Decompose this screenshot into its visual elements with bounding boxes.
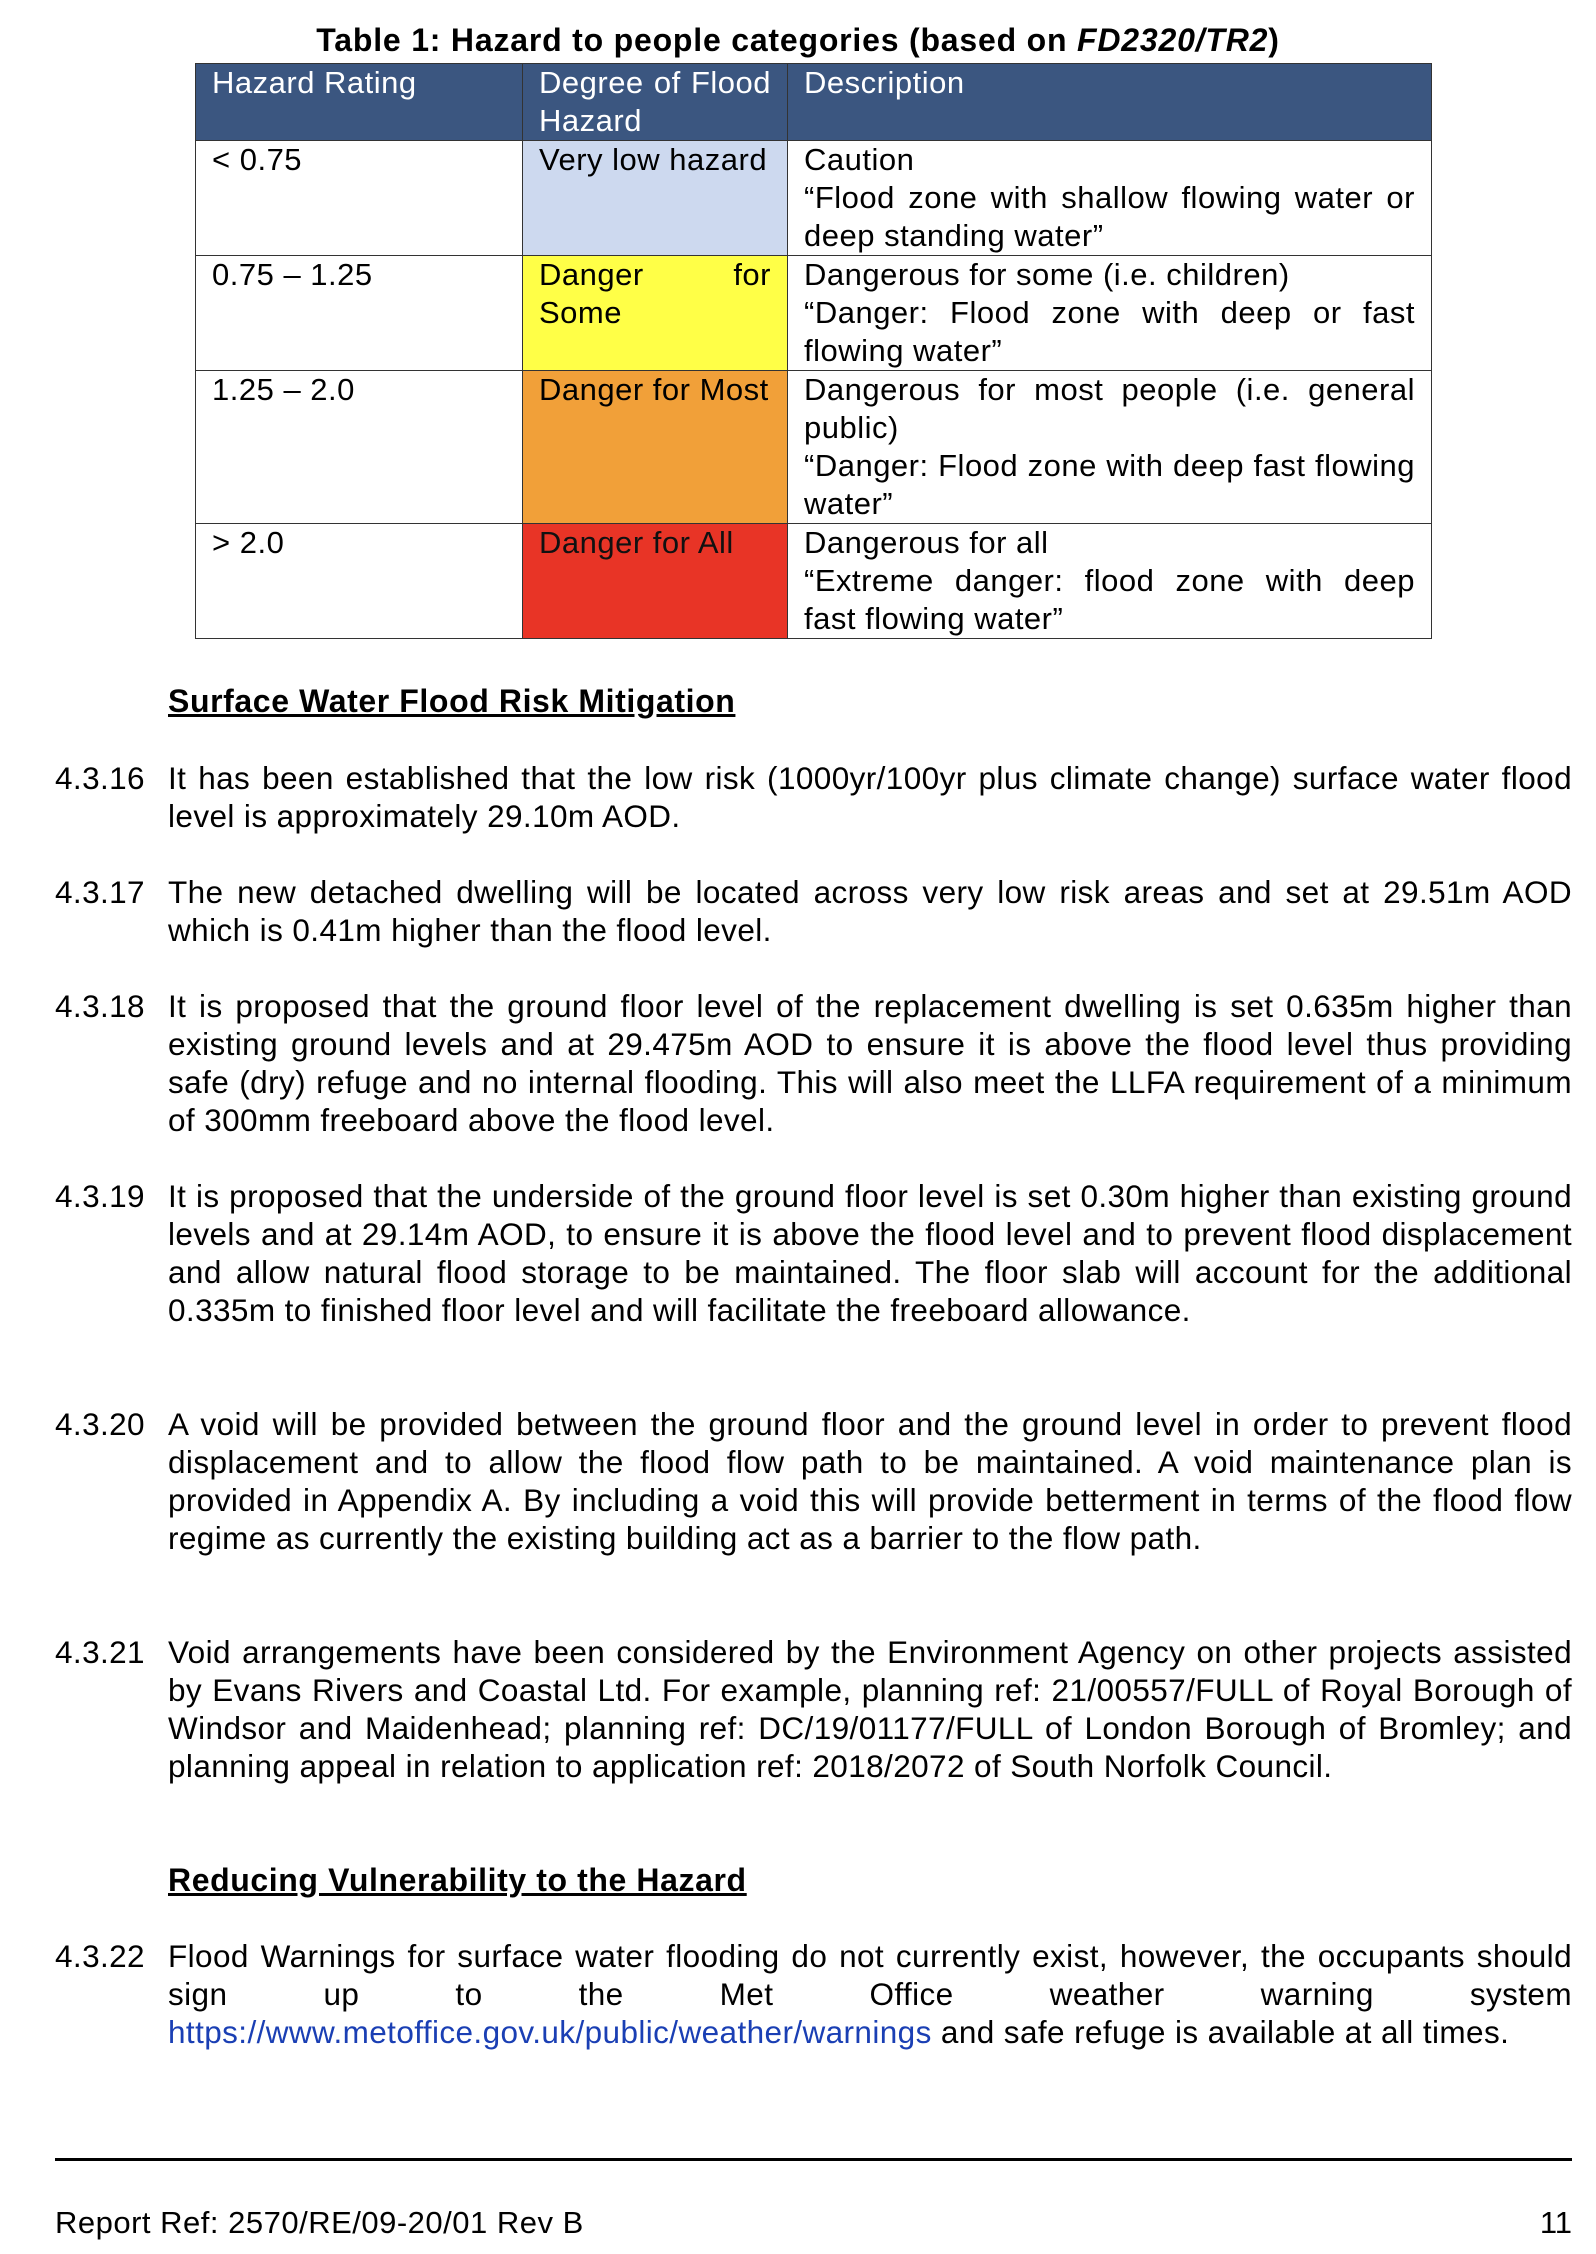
paragraph [55, 873, 1572, 949]
paragraph-number: 4.3.18 [55, 988, 145, 1024]
table-row [196, 524, 1432, 639]
degree-cell: Danger for Some [523, 256, 788, 371]
table-row [196, 256, 1432, 371]
paragraph-text: The new detached dwelling will be located across very low risk areas and set at 29.51m AOD which is 0.41m higher than the flood level. [168, 874, 1572, 948]
paragraph-text: Void arrangements have been considered by the Environment Agency on other projects assisted by Evans Rivers and Coastal Ltd. For example, planning ref: 21/00557/FULL of Royal Borough of Windsor and Maidenhead; planning ref: DC/19/01177/FULL of London Borough of Bromley; and planning appeal in relation to application ref: 2018/2072 of South Norfolk Council. [168, 1634, 1572, 1784]
paragraph-number: 4.3.21 [55, 1634, 145, 1670]
description-cell: Caution “Flood zone with shallow flowing water or deep standing water” [788, 141, 1432, 256]
paragraph-text: It is proposed that the ground floor level of the replacement dwelling is set 0.635m higher than existing ground levels and at 29.475m AOD to ensure it is above the flood level thus providing safe (dry) refuge and no internal flooding. This will also meet the LLFA requirement of a minimum of 300mm freeboard above the flood level. [168, 988, 1572, 1138]
header-degree: Degree of Flood Hazard [523, 64, 788, 141]
rating-cell: > 2.0 [196, 524, 523, 639]
degree-cell: Very low hazard [523, 141, 788, 256]
paragraph-text: It has been established that the low risk (1000yr/100yr plus climate change) surface water flood level is approximately 29.10m AOD. [168, 760, 1572, 834]
paragraph-number: 4.3.22 [55, 1938, 145, 1974]
description-cell: Dangerous for some (i.e. children) “Danger: Flood zone with deep or fast flowing water” [788, 256, 1432, 371]
paragraph-number: 4.3.20 [55, 1406, 145, 1442]
paragraph-text: Flood Warnings for surface water flooding do not currently exist, however, the occupants should sign up to the Met Office weather warning system https://www.metoffice.gov.uk/public/weather/warnings and safe refuge is available at all times. [168, 1938, 1572, 2050]
paragraph-number: 4.3.19 [55, 1178, 145, 1214]
table-row [196, 371, 1432, 524]
degree-cell: Danger for Most [523, 371, 788, 524]
description-cell: Dangerous for most people (i.e. general public) “Danger: Flood zone with deep fast flowing water” [788, 371, 1432, 524]
paragraph [55, 1633, 1572, 1785]
paragraph [55, 987, 1572, 1139]
metoffice-warnings-link[interactable]: https://www.metoffice.gov.uk/public/weather/warnings [168, 2014, 932, 2050]
rating-cell: 0.75 – 1.25 [196, 256, 523, 371]
section-heading: Surface Water Flood Risk Mitigation [168, 683, 736, 719]
header-description: Description [788, 64, 1432, 141]
table-header-row [196, 64, 1432, 141]
paragraph [55, 759, 1572, 835]
paragraph-number: 4.3.17 [55, 874, 145, 910]
table-row [196, 141, 1432, 256]
paragraph [55, 1177, 1572, 1329]
paragraph-number: 4.3.16 [55, 760, 145, 796]
header-hazard-rating: Hazard Rating [196, 64, 523, 141]
rating-cell: 1.25 – 2.0 [196, 371, 523, 524]
footer-report-ref: Report Ref: 2570/RE/09-20/01 Rev B [55, 2205, 584, 2240]
degree-cell: Danger for All [523, 524, 788, 639]
paragraph [55, 1937, 1572, 2051]
hazard-table [195, 63, 1432, 639]
rating-cell: < 0.75 [196, 141, 523, 256]
section-heading: Reducing Vulnerability to the Hazard [168, 1862, 747, 1898]
table-caption: Table 1: Hazard to people categories (based on FD2320/TR2) [316, 22, 1280, 58]
footer-divider [55, 2158, 1572, 2161]
paragraph-text: A void will be provided between the ground floor and the ground level in order to prevent flood displacement and to allow the flood flow path to be maintained. A void maintenance plan is provided in Appendix A. By including a void this will provide betterment in terms of the flood flow regime as currently the existing building act as a barrier to the flow path. [168, 1406, 1572, 1556]
page-number: 11 [1539, 2205, 1572, 2240]
paragraph [55, 1405, 1572, 1557]
description-cell: Dangerous for all “Extreme danger: flood zone with deep fast flowing water” [788, 524, 1432, 639]
paragraph-text: It is proposed that the underside of the ground floor level is set 0.30m higher than existing ground levels and at 29.14m AOD, to ensure it is above the flood level and to prevent flood displacement and allow natural flood storage to be maintained. The floor slab will account for the additional 0.335m to finished floor level and will facilitate the freeboard allowance. [168, 1178, 1572, 1328]
